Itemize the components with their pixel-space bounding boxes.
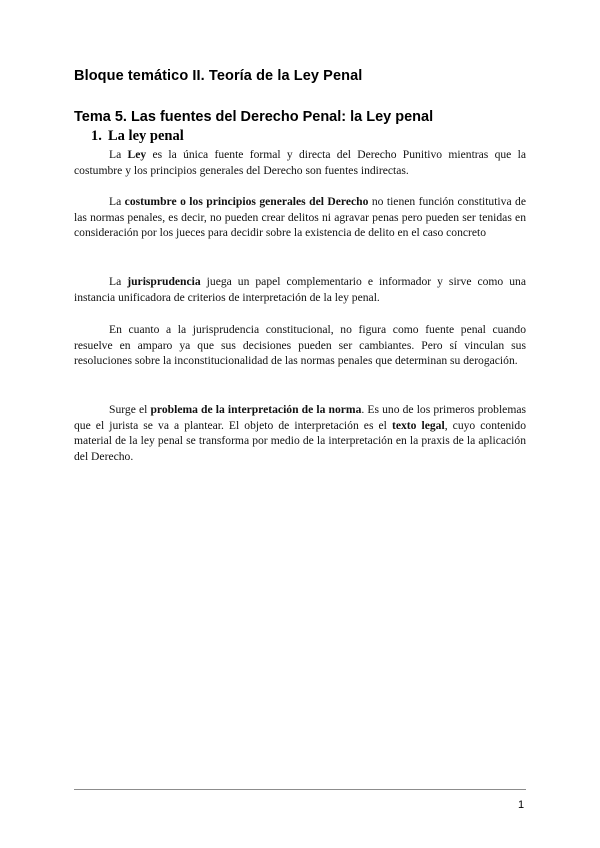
block-title: Bloque temático II. Teoría de la Ley Penal [74,68,363,84]
paragraph-text: En cuanto a la jurisprudencia constitucional, no figura como fuente penal cuando resuelve en amparo ya que sus decisiones pueden ser cambiantes. Pero sí vinculan sus resoluciones sobre la inconstitucionalidad de las normas penales que determinan su derogación. [74,323,526,367]
paragraph-jurisprudencia [74,274,526,305]
paragraph-costumbre [74,194,526,241]
paragraph-ley [74,147,526,178]
bold-term-problema: problema de la interpretación de la norma [150,403,362,416]
page-number: 1 [518,799,525,811]
paragraph-text: , cuyo contenido material de la ley penal se transforma por medio de la interpretación en la praxis de la aplicación del Derecho. [74,418,526,463]
paragraph-text: juega un papel complementario e informador y sirve como una instancia unificadora de criterios de interpretación de la ley penal. [74,275,526,304]
paragraph-text: La [109,195,125,208]
bold-term-costumbre: costumbre o los principios generales del Derecho [124,195,369,208]
paragraph-interpretacion [74,402,526,464]
paragraph-text: . Es uno de los primeros problemas que el jurista se va a plantear. El objeto de interpretación es el [74,403,526,432]
bold-term-ley: Ley [127,148,147,161]
paragraph-text: es la única fuente formal y directa del Derecho Punitivo mientras que la costumbre y los principios generales del Derecho son fuentes indirectas. [74,148,526,177]
footer-divider [74,789,526,790]
paragraph-text: La [109,275,128,288]
bold-term-jurisprudencia: jurisprudencia [127,275,201,288]
paragraph-jurisprudencia-constitucional [74,322,526,369]
paragraph-text: La [109,148,128,161]
paragraph-text: Surge el [109,403,151,416]
section-number: 1. [91,128,102,144]
section-title: La ley penal [108,128,184,144]
tema-title: Tema 5. Las fuentes del Derecho Penal: la Ley penal [74,109,434,125]
section-heading [91,128,184,145]
bold-term-texto-legal: texto legal [391,418,445,432]
paragraph-text: no tienen función constitutiva de las normas penales, es decir, no pueden crear delitos ni agravar penas pero pueden ser tenidas en consideración por los jueces para decidir sobre la existencia de delito en el caso concreto [74,195,526,239]
